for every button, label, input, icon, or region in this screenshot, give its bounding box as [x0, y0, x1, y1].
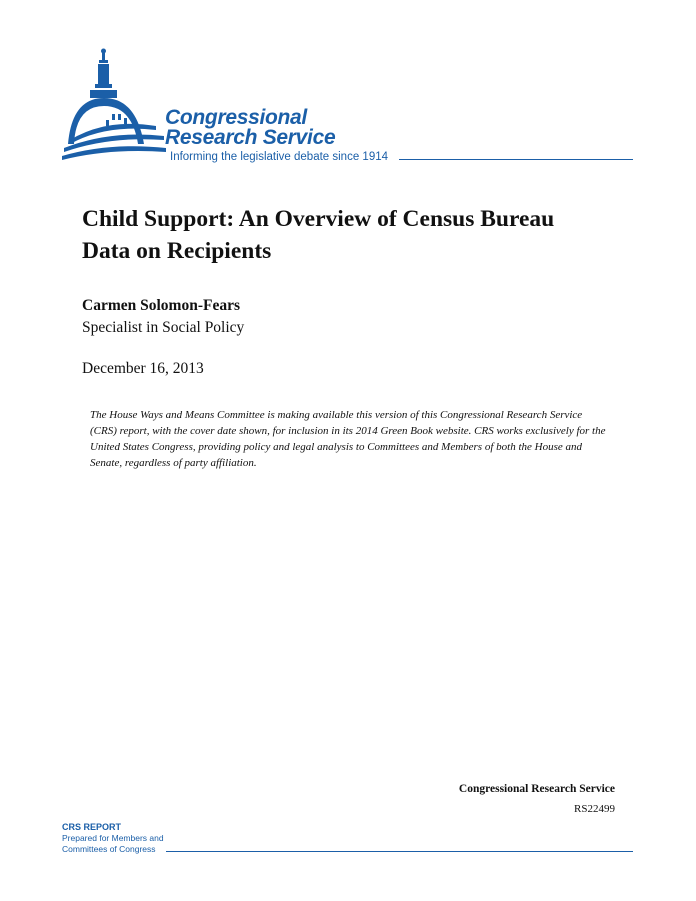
footer-divider: [166, 851, 633, 852]
report-number: RS22499: [574, 803, 615, 815]
logo-tagline: Informing the legislative debate since 1914: [170, 151, 389, 163]
report-title: Child Support: An Overview of Census Bureau Data on Recipients: [82, 206, 555, 264]
author-name: Carmen Solomon-Fears: [82, 297, 240, 314]
organization-name: [165, 108, 335, 148]
prepared-line1: Prepared for Members and: [62, 833, 164, 843]
crs-logo: [60, 48, 640, 173]
crs-report-title: CRS REPORT: [62, 822, 122, 832]
report-date: December 16, 2013: [82, 360, 204, 377]
organization-name-line1: Congressional: [165, 106, 307, 129]
crs-report-label: [62, 822, 164, 855]
logo-divider: [399, 159, 633, 160]
capitol-dome-icon: [60, 48, 170, 168]
prepared-line2: Committees of Congress: [62, 844, 156, 854]
footer-organization: Congressional Research Service: [458, 783, 615, 795]
availability-note: The House Ways and Means Committee is making available this version of this Congressional Research Service (CRS) report, with the cover date shown, for inclusion in its 2014 Green Book website. CRS works exclusively for the United States Congress, providing policy and legal analysis to Committees and Members of both the House and Senate, regardless of party affiliation.: [90, 409, 606, 469]
organization-name-line2: Research Service: [165, 126, 336, 149]
author-role: Specialist in Social Policy: [82, 319, 245, 336]
